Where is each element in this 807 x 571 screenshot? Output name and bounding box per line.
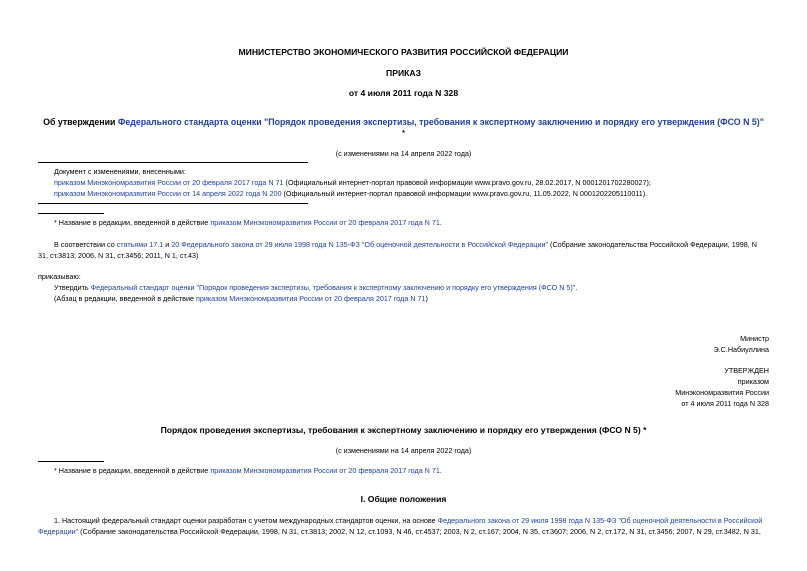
federal-law-135-link[interactable]: 20 Федерального закона от 29 июля 1998 года N 135-ФЗ "Об оценочной деятельности в Российской Федерации"	[171, 240, 549, 249]
abzac-note	[54, 294, 428, 303]
title-prefix: Об утверждении	[43, 117, 118, 127]
changes-item	[54, 178, 651, 187]
approve-suffix: .	[575, 283, 578, 292]
footnote-order-link[interactable]: приказом Минэкономразвития России от 20 февраля 2017 года N 71	[210, 218, 440, 227]
footnote-suffix: .	[439, 218, 442, 227]
basis-text: (Собрание законодательства Российской Федерации, 1998, N	[548, 240, 757, 249]
valuation-law-title-link[interactable]: "Об оценочной деятельности в Российской	[618, 516, 763, 525]
standard-title: Порядок проведения экспертизы, требования к экспертному заключению и порядку его утверждения (ФСО N 5) *	[160, 425, 647, 435]
amendment-note: (с изменениями на 14 апреля 2022 года)	[335, 149, 472, 158]
abzac-text: (Абзац в редакции, введенной в действие	[54, 294, 196, 303]
abzac-order-link[interactable]: приказом Минэкономразвития России от 20 февраля 2017 года N 71	[195, 294, 426, 303]
basis-text: и	[163, 240, 172, 249]
change-item-text: (Официальный интернет-портал правовой информации www.pravo.gov.ru, 28.02.2017, N 0001201702280027);	[283, 178, 651, 187]
changes-item	[54, 189, 647, 198]
divider-line	[38, 203, 308, 204]
approved-label: УТВЕРЖДЕН	[724, 366, 769, 375]
footnote-text: * Название в редакции, введенной в действие	[54, 218, 211, 227]
signature-role: Министр	[740, 334, 769, 343]
basis-paragraph-cont: 31, ст.3813; 2006, N 31, ст.3456; 2011, N 1, ст.43)	[38, 251, 199, 260]
change-order-link[interactable]: приказом Минэкономразвития России от 20 февраля 2017 года N 71	[54, 178, 284, 187]
footnote-text: * Название в редакции, введенной в действие	[54, 466, 211, 475]
section-heading: I. Общие положения	[360, 494, 447, 504]
approve-clause	[54, 283, 577, 292]
change-item-text: (Официальный интернет-портал правовой информации www.pravo.gov.ru, 11.05.2022, N 0001202205110011).	[281, 189, 648, 198]
basis-paragraph	[54, 240, 757, 249]
approved-date: от 4 июля 2011 года N 328	[681, 399, 769, 408]
paragraph-text: (Собрание законодательства Российской Федерации, 1998, N 31, ст.3813; 2002, N 12, ст.1093, N 46, ст.4537; 2003, N 2, ст.167; 2004, N 35, ст.3607; 2006, N 2, ст.172, N 31, ст.3456; 2007, N 29, ст.3482, N 31,	[78, 527, 761, 536]
approve-text: Утвердить	[54, 283, 91, 292]
footnote-order-link[interactable]: приказом Минэкономразвития России от 20 февраля 2017 года N 71	[210, 466, 440, 475]
title-standard-link[interactable]: Федерального стандарта оценки "Порядок проведения экспертизы, требования к экспертному заключению и порядку его утверждения (ФСО N 5)"	[117, 117, 764, 127]
divider-line	[38, 162, 308, 163]
valuation-law-title-link-cont[interactable]: Федерации"	[38, 527, 79, 536]
fso5-standard-link[interactable]: Федеральный стандарт оценки "Порядок проведения экспертизы, требования к экспертному заключению и порядку его утверждения (ФСО N 5)"	[90, 283, 576, 292]
prikazyvayu-label: приказываю:	[38, 272, 81, 281]
ministry-name: МИНИСТЕРСТВО ЭКОНОМИЧЕСКОГО РАЗВИТИЯ РОССИЙСКОЙ ФЕДЕРАЦИИ	[238, 47, 569, 57]
section-paragraph-1-cont	[38, 527, 761, 536]
section-paragraph-1	[54, 516, 762, 525]
footnote-standard-title	[54, 466, 442, 475]
document-date: от 4 июля 2011 года N 328	[348, 88, 459, 98]
footnote-rule	[38, 461, 104, 462]
basis-text: В соответствии со	[54, 240, 117, 249]
footnote-title	[54, 218, 442, 227]
paragraph-text: 1. Настоящий федеральный стандарт оценки разработан с учетом международных стандартов оценки, на основе	[54, 516, 438, 525]
federal-law-link[interactable]: Федерального закона от 29 июля 1998 года N 135-ФЗ	[437, 516, 617, 525]
standard-amendment-note: (с изменениями на 14 апреля 2022 года)	[335, 446, 472, 455]
title-footnote-marker: *	[402, 128, 405, 137]
abzac-suffix: )	[425, 294, 428, 303]
document-title	[0, 117, 807, 127]
footnote-suffix: .	[439, 466, 442, 475]
approved-ministry: Минэкономразвития России	[675, 388, 769, 397]
signature-name: Э.С.Набиуллина	[713, 345, 769, 354]
approved-by-order: приказом	[737, 377, 769, 386]
change-order-link[interactable]: приказом Минэкономразвития России от 14 апреля 2022 года N 200	[54, 189, 282, 198]
article-17-1-link[interactable]: статьями 17.1	[116, 240, 164, 249]
changes-intro: Документ с изменениями, внесенными:	[54, 167, 186, 176]
footnote-rule	[38, 213, 104, 214]
document-type: ПРИКАЗ	[386, 68, 421, 78]
